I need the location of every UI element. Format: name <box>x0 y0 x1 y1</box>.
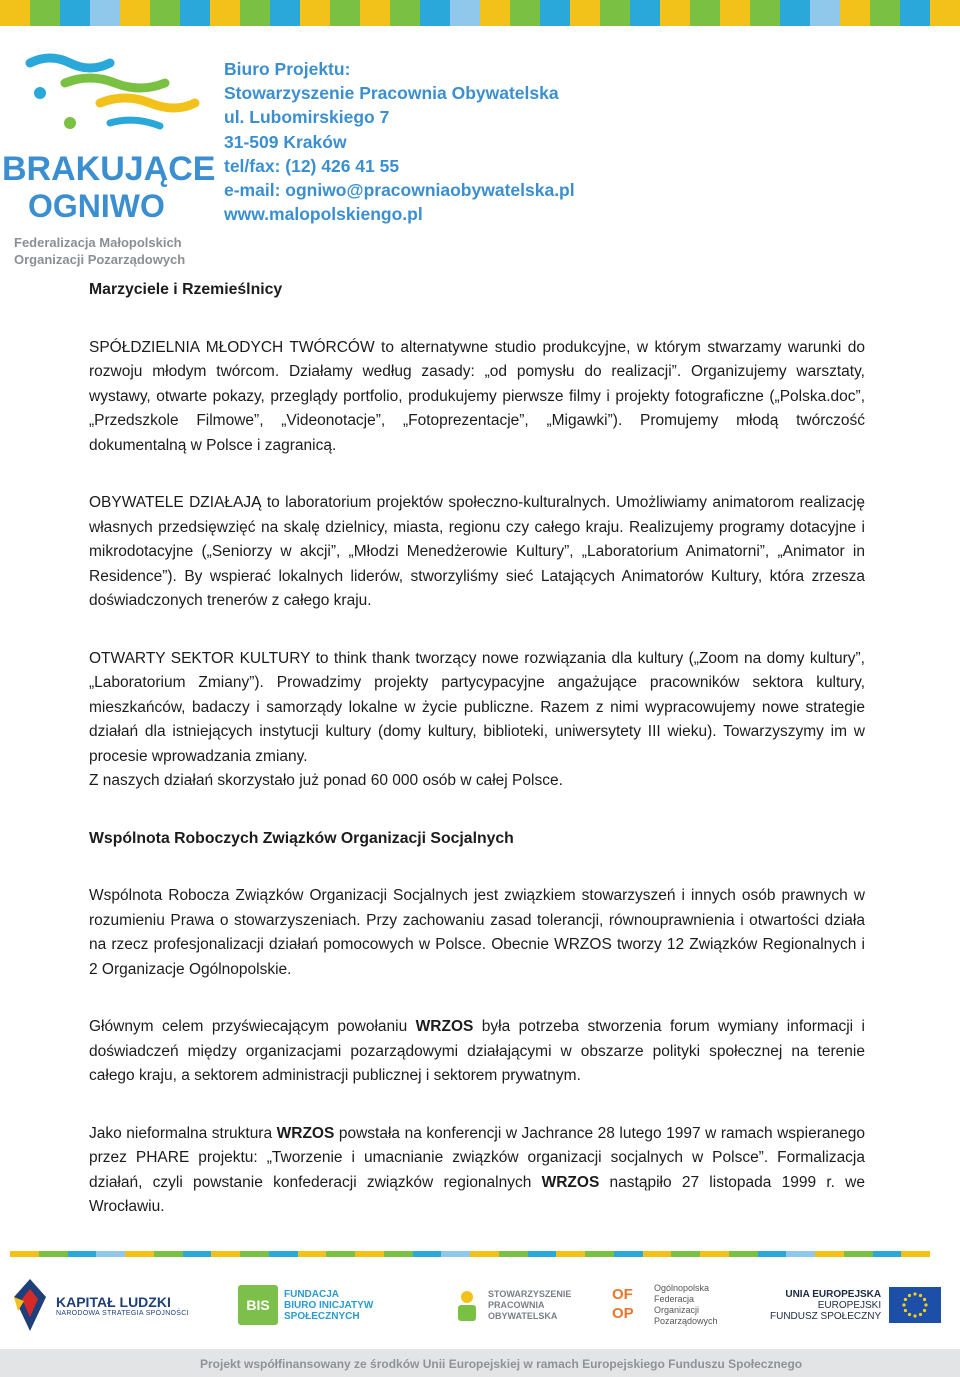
eu-star <box>904 1309 907 1312</box>
stripe-segment <box>528 1251 557 1257</box>
logo-subtitle-line-1: Federalizacja Małopolskich <box>14 235 182 250</box>
stripe-segment <box>120 0 150 26</box>
stripe-segment <box>900 0 930 26</box>
logo-title-2: OGNIWO <box>28 188 165 224</box>
paragraph-spoldzielnia: SPÓŁDZIELNIA MŁODYCH TWÓRCÓW to alternatywne studio produkcyjne, w którym stwarzamy warunki do rozwoju młodym twórcom. Działamy według zasady: „od pomysłu do realizacji”. Organizujemy warsztaty, wystawy, otwarte pokazy, przeglądy portfolio, produkujemy pierwsze filmy i projekty fotograficzne („Polska.doc”, „Przedszkole Filmowe”, „Videonotacje”, „Fotoprezentacje”, „Migawki”). Promujemy młodą twórczość dokumentalną w Polsce i zagranicą. <box>89 338 865 454</box>
stripe-segment <box>355 1251 384 1257</box>
stripe-segment <box>240 0 270 26</box>
stripe-segment <box>630 0 660 26</box>
eu-flag-icon <box>889 1287 941 1323</box>
contact-block <box>224 57 575 226</box>
stripe-segment <box>154 1251 183 1257</box>
eu-line-1: UNIA EUROPEJSKA <box>785 1288 882 1300</box>
spo-line-3: OBYWATELSKA <box>488 1310 558 1321</box>
paragraph-otwarty-sektor: OTWARTY SEKTOR KULTURY to think thank tworzący nowe rozwiązania dla kultury („Zoom na domy kultury”, „Laboratorium Zmiany”). Prowadzimy projekty partycypacyjne angażujące pracowników sektora kultury, mieszkańców, badaczy i samorządy lokalne w życie publiczne. Razem z nimi wypracowujemy nowe strategie działań dla istniejących instytucji kultury (domy kultury, biblioteki, uniwersytety III wieku). Towarzyszymy im w procesie wprowadzania zmiany. <box>89 649 865 765</box>
stripe-segment <box>499 1251 528 1257</box>
stripe-segment <box>901 1251 930 1257</box>
stripe-segment <box>60 0 90 26</box>
stripe-segment <box>180 0 210 26</box>
eu-star <box>904 1298 907 1301</box>
stripe-segment <box>125 1251 154 1257</box>
stripe-segment <box>556 1251 585 1257</box>
kapital-ludzki-logo <box>12 1272 197 1338</box>
stripe-segment <box>96 1251 125 1257</box>
stripe-segment <box>840 0 870 26</box>
stripe-segment <box>68 1251 97 1257</box>
stripe-segment <box>0 0 30 26</box>
bis-line-1: FUNDACJA <box>284 1288 339 1300</box>
stripe-segment <box>690 0 720 26</box>
stripe-segment <box>671 1251 700 1257</box>
logo-wave-graphic <box>10 48 200 148</box>
stripe-segment <box>270 0 300 26</box>
stripe-segment <box>786 1251 815 1257</box>
stripe-segment <box>480 0 510 26</box>
stripe-segment <box>390 0 420 26</box>
eu-star <box>919 1313 922 1316</box>
stripe-segment <box>844 1251 873 1257</box>
kapital-ludzki-title: KAPITAŁ LUDZKI <box>56 1293 171 1310</box>
stripe-segment <box>441 1251 470 1257</box>
stripe-segment <box>700 1251 729 1257</box>
paragraph-summary: Z naszych działań skorzystało już ponad 60 000 osób w całej Polsce. <box>89 772 563 789</box>
footer-logos <box>0 1272 960 1342</box>
stripe-segment <box>720 0 750 26</box>
stripe-segment <box>183 1251 212 1257</box>
stripe-segment <box>870 0 900 26</box>
contact-organization: Stowarzyszenie Pracownia Obywatelska <box>224 83 559 104</box>
stripe-segment <box>570 0 600 26</box>
eu-logo <box>770 1272 950 1338</box>
paragraph-wspolnota: Wspólnota Robocza Związków Organizacji Socjalnych jest związkiem stowarzyszeń i innych osób prawnych w rozumieniu Prawa o stowarzyszeniach. Przy zachowaniu zasad tolerancji, równouprawnienia i otwartości działa na rzecz profesjonalizacji działań pomocowych w Polsce. Obecnie WRZOS tworzy 12 Związków Regionalnych i 2 Organizacje Ogólnopolskie. <box>89 887 865 978</box>
stripe-segment <box>758 1251 787 1257</box>
contact-office: Biuro Projektu: <box>224 59 351 79</box>
stripe-segment <box>384 1251 413 1257</box>
heading-marzyciele: Marzyciele i Rzemieślnicy <box>89 281 283 298</box>
heading-wrzos: Wspólnota Roboczych Związków Organizacji Socjalnych <box>89 829 514 847</box>
eu-star <box>908 1294 911 1297</box>
stripe-segment <box>240 1251 269 1257</box>
kapital-ludzki-icon <box>12 1277 48 1333</box>
stripe-segment <box>39 1251 68 1257</box>
contact-phone: tel/fax: (12) 426 41 55 <box>224 155 400 176</box>
eu-star <box>914 1292 917 1295</box>
stripe-segment <box>660 0 690 26</box>
stripe-segment <box>873 1251 902 1257</box>
funding-note: Projekt współfinansowany ze środków Unii Europejskiej w ramach Europejskiego Funduszu Społecznego <box>200 1357 803 1371</box>
stripe-segment <box>298 1251 327 1257</box>
document-body <box>89 278 865 1220</box>
kapital-ludzki-subtitle: NARODOWA STRATEGIA SPÓJNOŚCI <box>56 1309 189 1317</box>
spo-line-2: PRACOWNIA <box>488 1299 545 1310</box>
stripe-segment <box>643 1251 672 1257</box>
stripe-segment <box>211 1251 240 1257</box>
pracownia-obywatelska-logo <box>452 1272 572 1338</box>
fundacja-bis-logo <box>238 1272 378 1338</box>
ofop-line-4: Pozarządowych <box>654 1316 718 1326</box>
ofop-logo <box>612 1272 722 1338</box>
contact-city: 31-509 Kraków <box>224 131 347 152</box>
logo-subtitle <box>14 234 185 268</box>
footer-funding-bar <box>0 1349 960 1377</box>
stripe-segment <box>450 0 480 26</box>
eu-star <box>914 1314 917 1317</box>
spo-line-1: STOWARZYSZENIE <box>488 1288 572 1299</box>
eu-star <box>923 1298 926 1301</box>
stripe-segment <box>360 0 390 26</box>
stripe-segment <box>470 1251 499 1257</box>
stripe-segment <box>269 1251 298 1257</box>
eu-line-2: EUROPEJSKI <box>817 1299 882 1311</box>
stripe-segment <box>750 0 780 26</box>
eu-star <box>919 1294 922 1297</box>
stripe-segment <box>540 0 570 26</box>
stripe-segment <box>10 1251 39 1257</box>
stripe-segment <box>90 0 120 26</box>
stripe-segment <box>600 0 630 26</box>
logo-subtitle-line-2: Organizacji Pozarządowych <box>14 252 186 267</box>
brakujace-ogniwo-logo <box>0 48 216 267</box>
bis-mark: BIS <box>238 1285 278 1325</box>
stripe-segment <box>810 0 840 26</box>
eu-star <box>923 1309 926 1312</box>
logo-title-1: BRAKUJĄCE <box>2 150 216 188</box>
eu-star <box>903 1303 906 1306</box>
eu-star <box>925 1303 928 1306</box>
stripe-segment <box>780 0 810 26</box>
stripe-segment <box>30 0 60 26</box>
stripe-segment <box>930 0 960 26</box>
paragraph-obywatele: OBYWATELE DZIAŁAJĄ to laboratorium projektów społeczno-kulturalnych. Umożliwiamy animatorom realizację własnych przedsięwzięć na skalę dzielnicy, miasta, regionu czy całego kraju. Realizujemy programy dotacyjne i mikrodotacyjne („Seniorzy w akcji”, „Młodzi Menedżerowie Kultury”, „Laboratorium Animatorni”, „Animator in Residence”). By wspierać lokalnych liderów, stworzyliśmy sieć Latających Animatorów Kultury, która zrzesza doświadczonych trenerów z całego kraju. <box>89 494 865 609</box>
stripe-segment <box>326 1251 355 1257</box>
eu-line-3: FUNDUSZ SPOŁECZNY <box>770 1310 882 1322</box>
stripe-segment <box>413 1251 442 1257</box>
stripe-segment <box>510 0 540 26</box>
ofop-line-2: Federacja <box>654 1294 695 1304</box>
pracownia-icon <box>452 1287 482 1323</box>
bis-line-3: SPOŁECZNYCH <box>284 1310 360 1322</box>
stripe-segment <box>330 0 360 26</box>
stripe-segment <box>815 1251 844 1257</box>
paragraph-cel: Głównym celem przyświecającym powołaniu WRZOS była potrzeba stworzenia forum wymiany informacji i doświadczeń między organizacjami pozarządowymi działającymi w obszarze polityki społecznej na terenie całego kraju, a sektorem administracji publicznej i sektorem prywatnym. <box>89 1018 865 1084</box>
bis-line-2: BIURO INICJATYW <box>284 1299 374 1311</box>
top-color-stripe <box>0 0 960 26</box>
stripe-segment <box>420 0 450 26</box>
ofop-mark: OF OP <box>612 1286 634 1322</box>
ofop-line-1: Ogólnopolska <box>654 1283 710 1293</box>
contact-website[interactable]: www.malopolskiengo.pl <box>224 204 423 225</box>
stripe-segment <box>585 1251 614 1257</box>
contact-email[interactable]: e-mail: ogniwo@pracowniaobywatelska.pl <box>224 180 575 201</box>
contact-street: ul. Lubomirskiego 7 <box>224 107 390 128</box>
stripe-segment <box>614 1251 643 1257</box>
footer-color-stripe <box>10 1251 930 1257</box>
stripe-segment <box>300 0 330 26</box>
paragraph-historia: Jako nieformalna struktura WRZOS powstała na konferencji w Jachrance 28 lutego 1997 w ramach wspieranego przez PHARE projektu: „Tworzenie i umacnianie związków organizacji socjalnych w Polsce”. Formalizacja działań, czyli powstanie konfederacji związków regionalnych WRZOS nastąpiło 27 listopada 1999 r. we Wrocławiu. <box>89 1124 865 1215</box>
stripe-segment <box>729 1251 758 1257</box>
stripe-segment <box>210 0 240 26</box>
eu-star <box>908 1313 911 1316</box>
stripe-segment <box>150 0 180 26</box>
ofop-line-3: Organizacji <box>654 1305 700 1315</box>
